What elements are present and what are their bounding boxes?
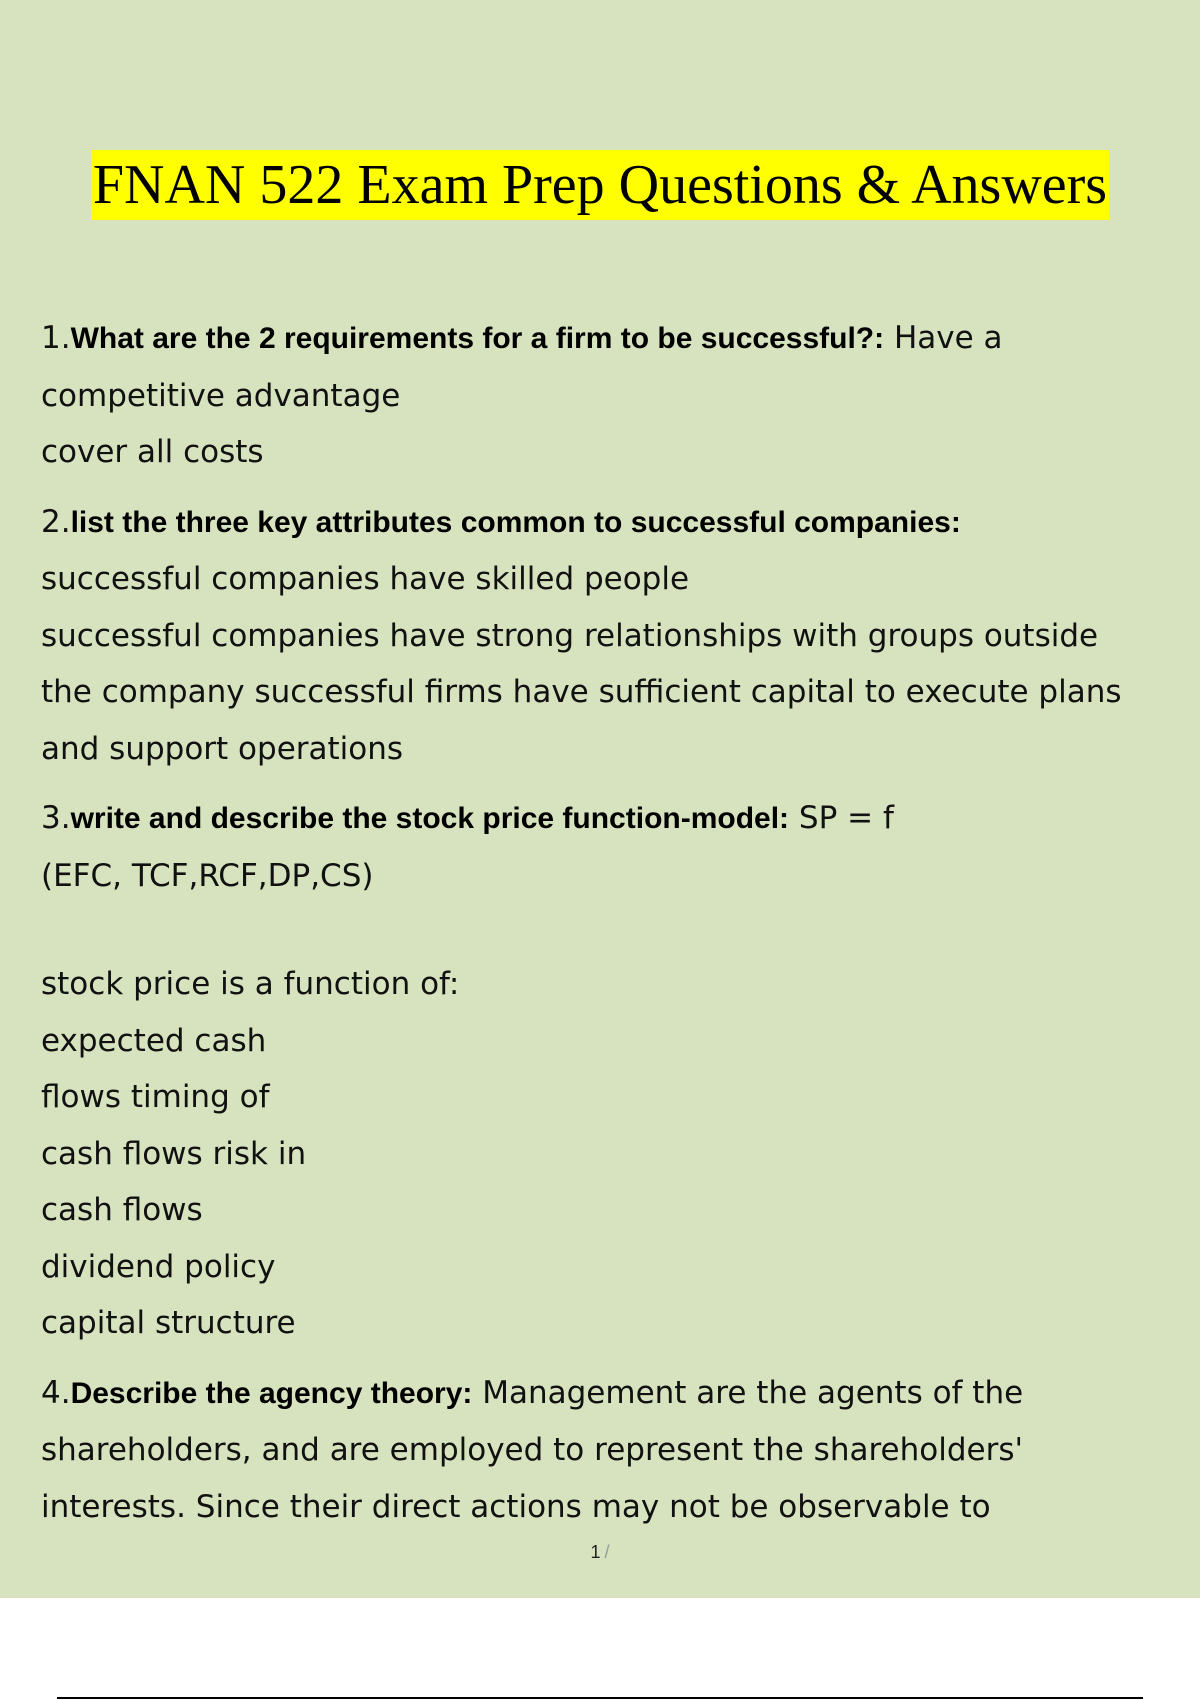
qa-item — [41, 1365, 1171, 1536]
answer-line: interests. Since their direct actions may not be observable to — [41, 1488, 991, 1525]
answer-line: dividend policy — [41, 1248, 276, 1285]
answer-line: competitive advantage — [41, 377, 401, 414]
question-text: write and describe the stock price function-model: — [70, 802, 790, 835]
answer-line: cover all costs — [41, 434, 264, 470]
answer-line: cash flows risk in — [41, 1135, 307, 1172]
answer-line: cash flows — [41, 1192, 203, 1228]
title-container — [0, 150, 1200, 220]
question-number: 1. — [41, 320, 71, 356]
question-number: 3. — [41, 800, 71, 836]
blank-line — [41, 904, 1171, 956]
qa-first-line — [41, 310, 1171, 368]
qa-first-line — [41, 1365, 1171, 1423]
question-text: What are the 2 requirements for a firm to be successful?: — [70, 322, 885, 355]
page-separator: / — [604, 1542, 610, 1562]
answer-text: SP = f — [789, 800, 894, 836]
answer-line: and support operations — [41, 730, 404, 767]
answer-line: successful companies have strong relationships with groups outside — [41, 617, 1099, 654]
answer-line: expected cash — [41, 1022, 267, 1059]
answer-line: the company successful firms have sufficient capital to execute plans — [41, 674, 1122, 710]
qa-item — [41, 790, 1171, 1352]
question-text: list the three key attributes common to successful companies: — [70, 505, 961, 539]
question-number: 2. — [41, 503, 71, 540]
qa-first-line — [41, 494, 1171, 552]
answer-line: capital structure — [41, 1305, 296, 1341]
page-number-value: 1 — [590, 1542, 601, 1562]
answer-line: (EFC, TCF,RCF,DP,CS) — [41, 857, 374, 894]
question-number: 4. — [41, 1374, 71, 1411]
answer-line: stock price is a function of: — [41, 966, 460, 1002]
footer-divider — [57, 1697, 1143, 1699]
question-text: Describe the agency theory: — [70, 1376, 473, 1410]
answer-line: shareholders, and are employed to represent the shareholders' — [41, 1432, 1024, 1468]
answer-text: Management are the agents of the — [472, 1374, 1024, 1411]
qa-item — [41, 494, 1171, 778]
page-number — [0, 1542, 1200, 1563]
answer-text: Have a — [884, 320, 1003, 356]
qa-list — [41, 310, 1171, 1548]
qa-first-line — [41, 790, 1171, 848]
answer-line: successful companies have skilled people — [41, 561, 690, 597]
answer-line: flows timing of — [41, 1079, 270, 1115]
qa-item — [41, 310, 1171, 481]
document-title: FNAN 522 Exam Prep Questions & Answers — [91, 150, 1109, 220]
